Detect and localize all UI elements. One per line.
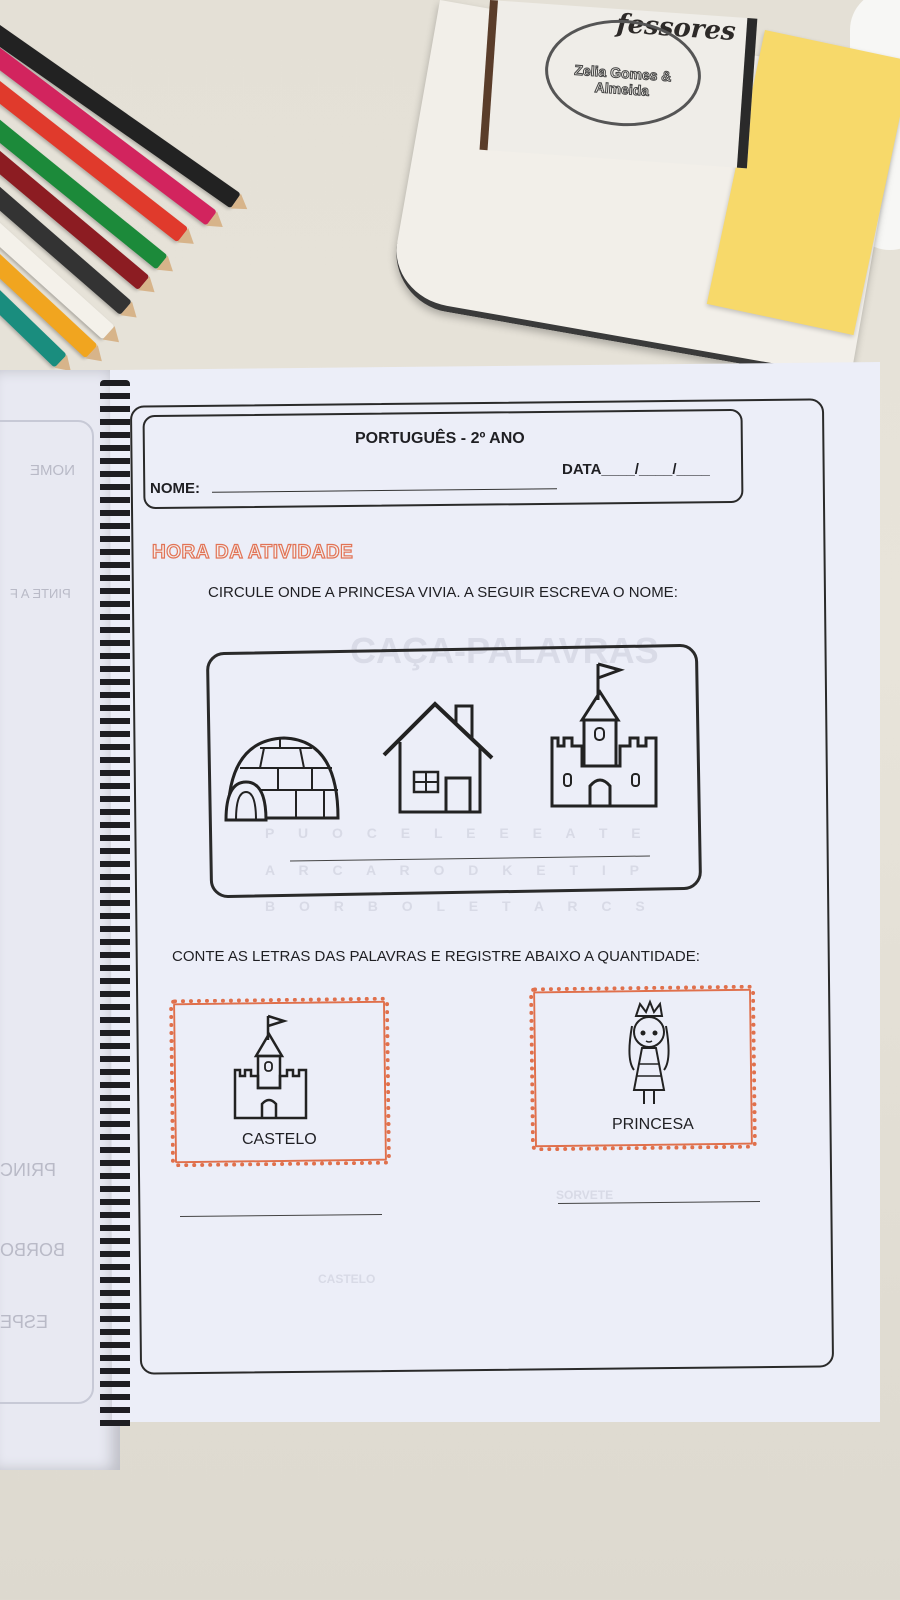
name-label: NOME: [150,480,200,497]
holder-text: fessores [615,8,737,48]
castle-icon [548,660,660,808]
castle-small-icon [232,1012,310,1120]
ghost-word-2: SORVETE [556,1188,614,1202]
left-ghost-nome: NOME [30,462,75,479]
section-title: HORA DA ATIVIDADE [152,542,354,563]
ghost-word-1: CASTELO [318,1272,376,1286]
spiral-binding [100,380,130,1430]
colored-pencils [0,0,320,400]
ghost-row-1: P U O C E L E E E A T E [265,825,651,841]
instruction-1: CIRCULE ONDE A PRINCESA VIVIA. A SEGUIR ESCREVA O NOME: [208,584,678,601]
princess-icon [620,1000,676,1112]
left-ghost-borbo: BORBO [0,1240,66,1260]
left-ghost-princ: PRINC [0,1160,57,1180]
page-title: PORTUGUÊS - 2º ANO [355,430,525,447]
holder-logo-text: Zelia Gomes & Almeida [573,61,673,99]
instruction-2: CONTE AS LETRAS DAS PALAVRAS E REGISTRE ABAIXO A QUANTIDADE: [172,948,700,965]
ghost-row-2: A R C A R O D K E T I P [265,862,650,878]
igloo-icon [220,730,345,825]
card-label-castelo: CASTELO [242,1131,317,1148]
ghost-row-3: B O R B O L E T A R C S [265,898,655,914]
house-icon [380,700,500,815]
header-box [143,409,744,509]
date-label: DATA____/____/____ [562,461,710,478]
left-ghost-espe: ESPE [0,1312,49,1332]
left-ghost-pinte: PINTE A F [10,586,71,601]
card-label-princesa: PRINCESA [612,1116,694,1133]
ghost-heading: CAÇA-PALAVRAS [350,630,659,671]
